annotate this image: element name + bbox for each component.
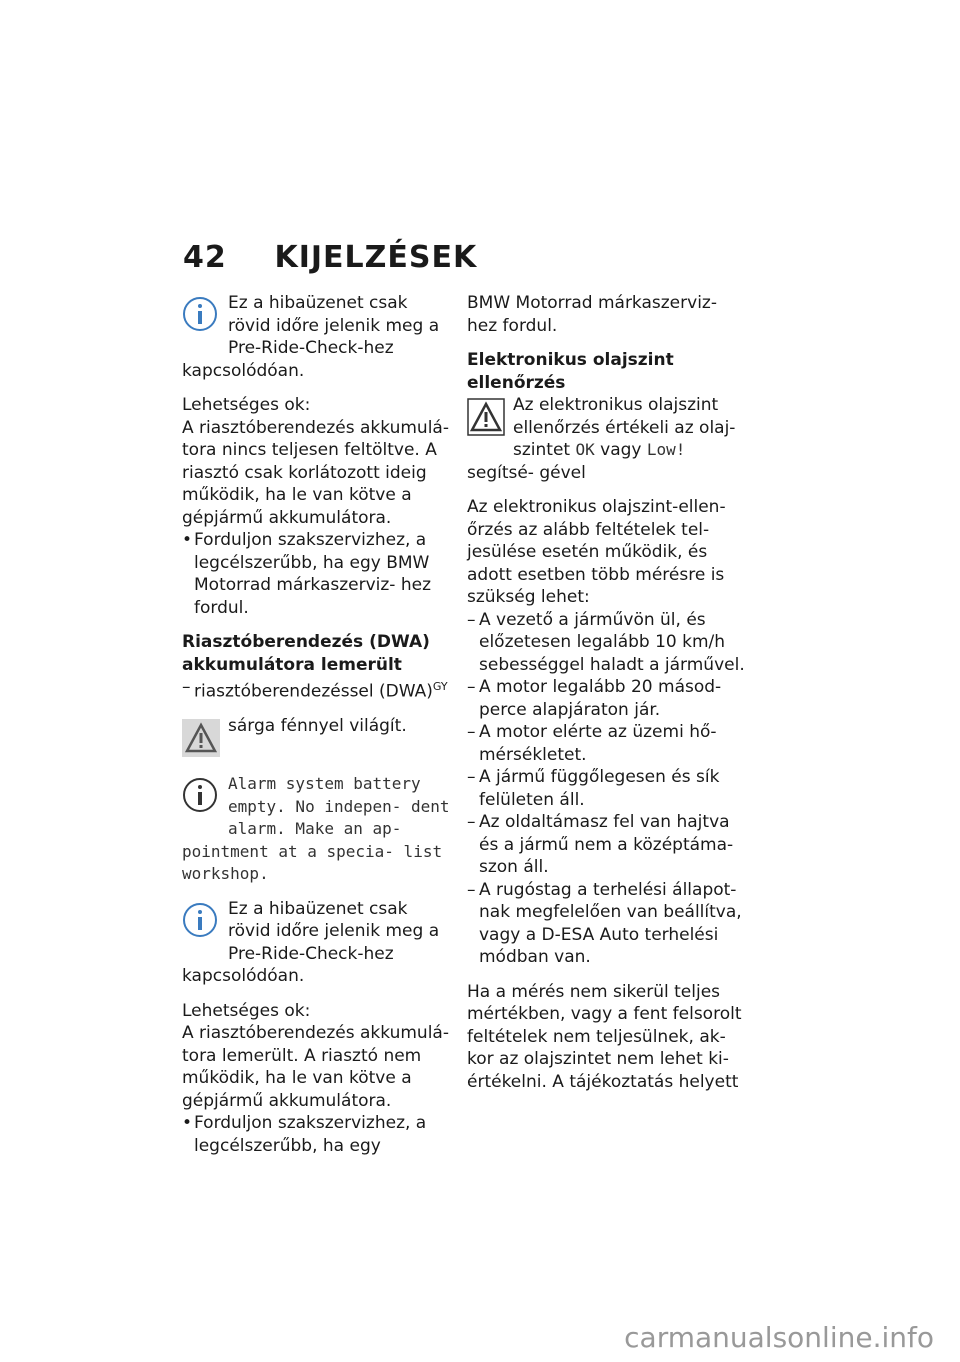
conditions-list: [467, 609, 747, 969]
condition-text: A jármű függőlegesen és sík felületen áll.: [479, 767, 720, 810]
info-note-1: [182, 292, 450, 382]
dash-text: riasztóberendezéssel (DWA): [194, 681, 433, 702]
warning-row: [182, 715, 450, 761]
info-icon: [182, 777, 222, 817]
cause-label: Lehetséges ok:: [182, 395, 311, 415]
warning-text-post: segítsé- gével: [467, 462, 586, 483]
bullet-text: Forduljon szakszervizhez, a legcélszerűbb, ha egy: [194, 1113, 427, 1156]
list-item: • Forduljon szakszervizhez, a legcélszerűbb, ha egy BMW Motorrad márkaszerviz- hez fordul.: [182, 529, 450, 619]
list-item: – A motor elérte az üzemi hő- mérsékletet.: [467, 721, 747, 766]
continued-text: BMW Motorrad márkaszerviz- hez fordul.: [467, 293, 717, 336]
section-title: Elektronikus olajszint ellenőrzés: [467, 350, 674, 393]
warning-text: sárga fénnyel világít.: [228, 716, 407, 737]
list-item: • Forduljon szakszervizhez, a legcélszerűbb, ha egy: [182, 1112, 450, 1157]
note-text: Ez a hibaüzenet csak rövid időre jelenik meg a Pre-Ride-Check-hez kapcsolódóan.: [182, 293, 440, 381]
list-item: – riasztóberendezéssel (DWA)$^{GY}$: [182, 677, 448, 702]
section-title: Riasztóberendezés (DWA) akkumulátora lemerült: [182, 632, 430, 675]
list-item: – A rugóstag a terhelési állapot- nak megfelelően van beállítva, vagy a D-ESA Auto terhelési módban van.: [467, 879, 747, 969]
note-text: Ez a hibaüzenet csak rövid időre jelenik meg a Pre-Ride-Check-hez kapcsolódóan.: [182, 898, 440, 987]
warning-text-pre: Az elektronikus olajszint ellenőrzés értékeli az olaj- szintet: [513, 395, 736, 460]
condition-text: A motor elérte az üzemi hő- mérsékletet.: [479, 722, 717, 765]
watermark: carmanualsonline.info: [624, 1321, 934, 1354]
low-code: Low!: [646, 440, 686, 459]
left-column: [182, 292, 450, 1157]
outro-text: Ha a mérés nem sikerül teljes mértékben, vagy a fent felsorolt feltételek nem teljesülnek, ak- kor az olajszintet nem lehet ki- értékelni. A tájékoztatás helyett: [467, 981, 742, 1092]
page-header: [183, 240, 477, 275]
warning-text-mid: vagy: [594, 440, 647, 460]
cause-text: A riasztóberendezés akkumulá- tora lemerült. A riasztó nem működik, ha le van kötve a gépjármű akkumulátora.: [182, 1023, 449, 1111]
bullet-text: Forduljon szakszervizhez, a legcélszerűbb, ha egy BMW Motorrad márkaszerviz- hez fordul.: [194, 530, 431, 618]
condition-text: A vezető a járművön ül, és előzetesen legalább 10 km/h sebességgel haladt a járművel.: [479, 609, 745, 675]
warning-icon: [182, 719, 222, 759]
right-column: [467, 292, 747, 1105]
info-icon: [182, 902, 222, 942]
warning-row: [467, 394, 747, 484]
display-message: [182, 773, 450, 886]
list-item: – A motor legalább 20 másod- perce alapjáraton jár.: [467, 676, 747, 721]
cause-label: Lehetséges ok:: [182, 1000, 311, 1021]
message-text: Alarm system battery empty. No indepen- dent alarm. Make an ap- pointment at a specia- list workshop.: [182, 774, 450, 884]
page-title: KIJELZÉSEK: [274, 240, 478, 275]
warning-icon: [467, 398, 507, 438]
intro-text: Az elektronikus olajszint-ellen- őrzés az alább feltételek tel- jesülése esetén működik, és adott esetben több mérésre is szükség lehet:: [467, 497, 726, 607]
condition-text: Az oldaltámasz fel van hajtva és a jármű nem a középtáma- szon áll.: [479, 812, 734, 877]
condition-text: A rugóstag a terhelési állapot- nak megfelelően van beállítva, vagy a D-ESA Auto terhelési módban van.: [479, 879, 742, 967]
page-number: 42: [183, 240, 227, 275]
list-item: – A vezető a járművön ül, és előzetesen legalább 10 km/h sebességgel haladt a járművel.: [467, 609, 747, 677]
cause-text: A riasztóberendezés akkumulá- tora nincs teljesen feltöltve. A riasztó csak korlátozott ideig működik, ha le van kötve a gépjármű akkumulátora.: [182, 417, 449, 528]
info-icon: [182, 296, 222, 336]
condition-text: A motor legalább 20 másod- perce alapjáraton jár.: [479, 677, 722, 720]
superscript: GY: [432, 680, 448, 693]
list-item: – A jármű függőlegesen és sík felületen áll.: [467, 766, 747, 811]
ok-code: OK: [575, 440, 595, 459]
info-note-2: [182, 898, 450, 988]
list-item: – Az oldaltámasz fel van hajtva és a jármű nem a középtáma- szon áll.: [467, 811, 747, 879]
